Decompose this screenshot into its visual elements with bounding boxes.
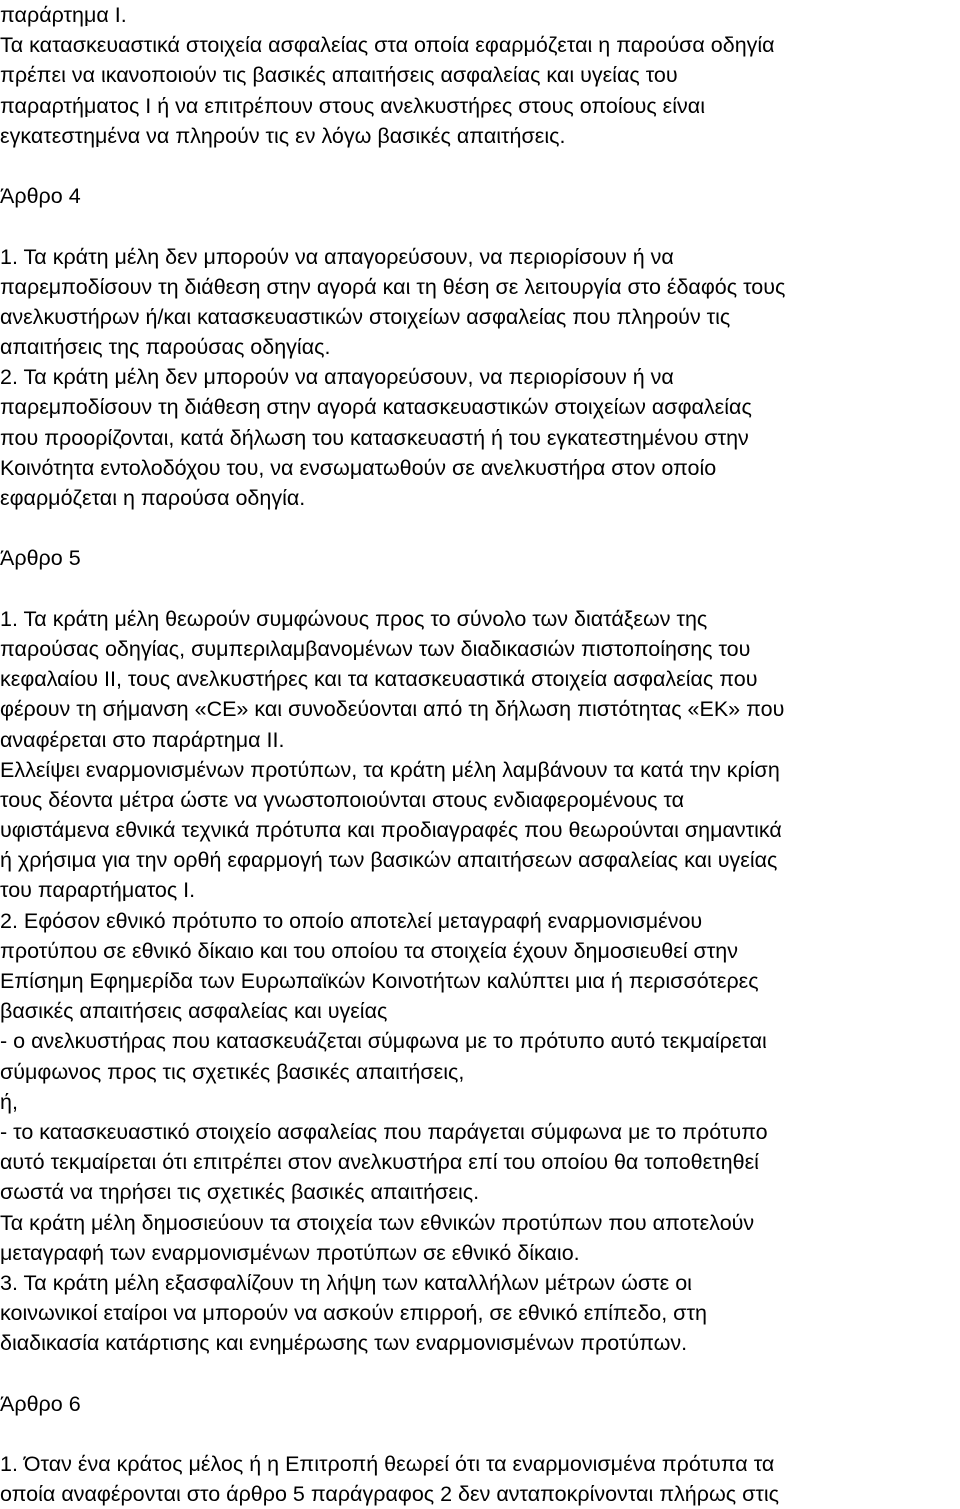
text-line: βασικές απαιτήσεις ασφαλείας και υγείας: [0, 999, 388, 1024]
text-line: ή,: [0, 1089, 18, 1114]
text-line: τους δέοντα μέτρα ώστε να γνωστοποιούνται στους ενδιαφερομένους τα: [0, 787, 685, 812]
text-line: παραρτήματος Ι ή να επιτρέπουν στους ανελκυστήρες στους οποίους είναι: [0, 93, 705, 118]
text-line: του παραρτήματος Ι.: [0, 878, 196, 903]
text-line: φέρουν τη σήμανση «CE» και συνοδεύονται από τη δήλωση πιστότητας «ΕΚ» που: [0, 697, 785, 722]
text-line: κεφαλαίου ΙΙ, τους ανελκυστήρες και τα κατασκευαστικά στοιχεία ασφαλείας που: [0, 667, 758, 692]
text-line: μεταγραφή των εναρμονισμένων προτύπων σε εθνικό δίκαιο.: [0, 1240, 580, 1265]
article-heading: Άρθρο 5: [0, 546, 81, 571]
text-line: παρεμποδίσουν τη διάθεση στην αγορά κατασκευαστικών στοιχείων ασφαλείας: [0, 395, 752, 420]
text-line: υφιστάμενα εθνικά τεχνικά πρότυπα και προδιαγραφές που θεωρούνται σημαντικά: [0, 818, 782, 843]
text-line: 1. Τα κράτη μέλη θεωρούν συμφώνους προς το σύνολο των διατάξεων της: [0, 606, 708, 631]
text-line: προτύπου σε εθνικό δίκαιο και του οποίου τα στοιχεία έχουν δημοσιευθεί στην: [0, 938, 739, 963]
text-line: αυτό τεκμαίρεται ότι επιτρέπει στον ανελκυστήρα επί του οποίου θα τοποθετηθεί: [0, 1150, 759, 1175]
text-line: - το κατασκευαστικό στοιχείο ασφαλείας που παράγεται σύμφωνα με το πρότυπο: [0, 1119, 768, 1144]
text-line: 2. Εφόσον εθνικό πρότυπο το οποίο αποτελεί μεταγραφή εναρμονισμένου: [0, 908, 703, 933]
text-line: - ο ανελκυστήρας που κατασκευάζεται σύμφωνα με το πρότυπο αυτό τεκμαίρεται: [0, 1029, 767, 1054]
text-line: Τα κατασκευαστικά στοιχεία ασφαλείας στα οποία εφαρμόζεται η παρούσα οδηγία: [0, 33, 775, 58]
text-line: Ελλείψει εναρμονισμένων προτύπων, τα κράτη μέλη λαμβάνουν τα κατά την κρίση: [0, 757, 780, 782]
text-line: ανελκυστήρων ή/και κατασκευαστικών στοιχείων ασφαλείας που πληρούν τις: [0, 304, 731, 329]
text-line: παρεμποδίσουν τη διάθεση στην αγορά και τη θέση σε λειτουργία στο έδαφός τους: [0, 274, 786, 299]
text-line: παράρτημα Ι.: [0, 3, 127, 27]
blank-line: [0, 1358, 960, 1388]
text-line: παρούσας οδηγίας, συμπεριλαμβανομένων των διαδικασιών πιστοποίησης του: [0, 636, 751, 661]
text-line: Επίσημη Εφημερίδα των Ευρωπαϊκών Κοινοτήτων καλύπτει μια ή περισσότερες: [0, 969, 759, 993]
blank-line: [0, 1419, 960, 1449]
blank-line: [0, 574, 960, 604]
article-heading: Άρθρο 6: [0, 1391, 81, 1416]
text-line: Κοινότητα εντολοδόχου του, να ενσωματωθούν σε ανελκυστήρα στον οποίο: [0, 455, 717, 480]
blank-line: [0, 211, 960, 241]
text-line: 1. Τα κράτη μέλη δεν μπορούν να απαγορεύσουν, να περιορίσουν ή να: [0, 244, 674, 269]
text-line: σύμφωνος προς τις σχετικές βασικές απαιτήσεις,: [0, 1059, 465, 1084]
article-heading: Άρθρο 4: [0, 184, 81, 209]
text-line: 1. Όταν ένα κράτος μέλος ή η Επιτροπή θεωρεί ότι τα εναρμονισμένα πρότυπα τα: [0, 1452, 775, 1476]
text-line: 3. Τα κράτη μέλη εξασφαλίζουν τη λήψη των καταλλήλων μέτρων ώστε οι: [0, 1270, 692, 1295]
text-line: σωστά να τηρήσει τις σχετικές βασικές απαιτήσεις.: [0, 1180, 480, 1205]
text-line: κοινωνικοί εταίροι να μπορούν να ασκούν επιρροή, σε εθνικό επίπεδο, στη: [0, 1301, 707, 1326]
text-line: που προορίζονται, κατά δήλωση του κατασκευαστή ή του εγκατεστημένου στην: [0, 425, 749, 450]
text-line: αναφέρεται στο παράρτημα ΙΙ.: [0, 727, 285, 752]
text-line: Τα κράτη μέλη δημοσιεύουν τα στοιχεία των εθνικών προτύπων που αποτελούν: [0, 1210, 755, 1235]
text-line: εγκατεστημένα να πληρούν τις εν λόγω βασικές απαιτήσεις.: [0, 123, 566, 148]
text-line: διαδικασία κατάρτισης και ενημέρωσης των εναρμονισμένων προτύπων.: [0, 1331, 688, 1356]
text-line: απαιτήσεις της παρούσας οδηγίας.: [0, 335, 331, 360]
text-line: πρέπει να ικανοποιούν τις βασικές απαιτήσεις ασφαλείας και υγείας του: [0, 63, 678, 88]
text-line: 2. Τα κράτη μέλη δεν μπορούν να απαγορεύσουν, να περιορίσουν ή να: [0, 365, 674, 390]
blank-line: [0, 513, 960, 543]
text-line: ή χρήσιμα για την ορθή εφαρμογή των βασικών απαιτήσεων ασφαλείας και υγείας: [0, 848, 778, 873]
blank-line: [0, 151, 960, 181]
text-line: εφαρμόζεται η παρούσα οδηγία.: [0, 486, 306, 510]
text-line: οποία αναφέρονται στο άρθρο 5 παράγραφος 2 δεν ανταποκρίνονται πλήρως στις: [0, 1482, 779, 1507]
